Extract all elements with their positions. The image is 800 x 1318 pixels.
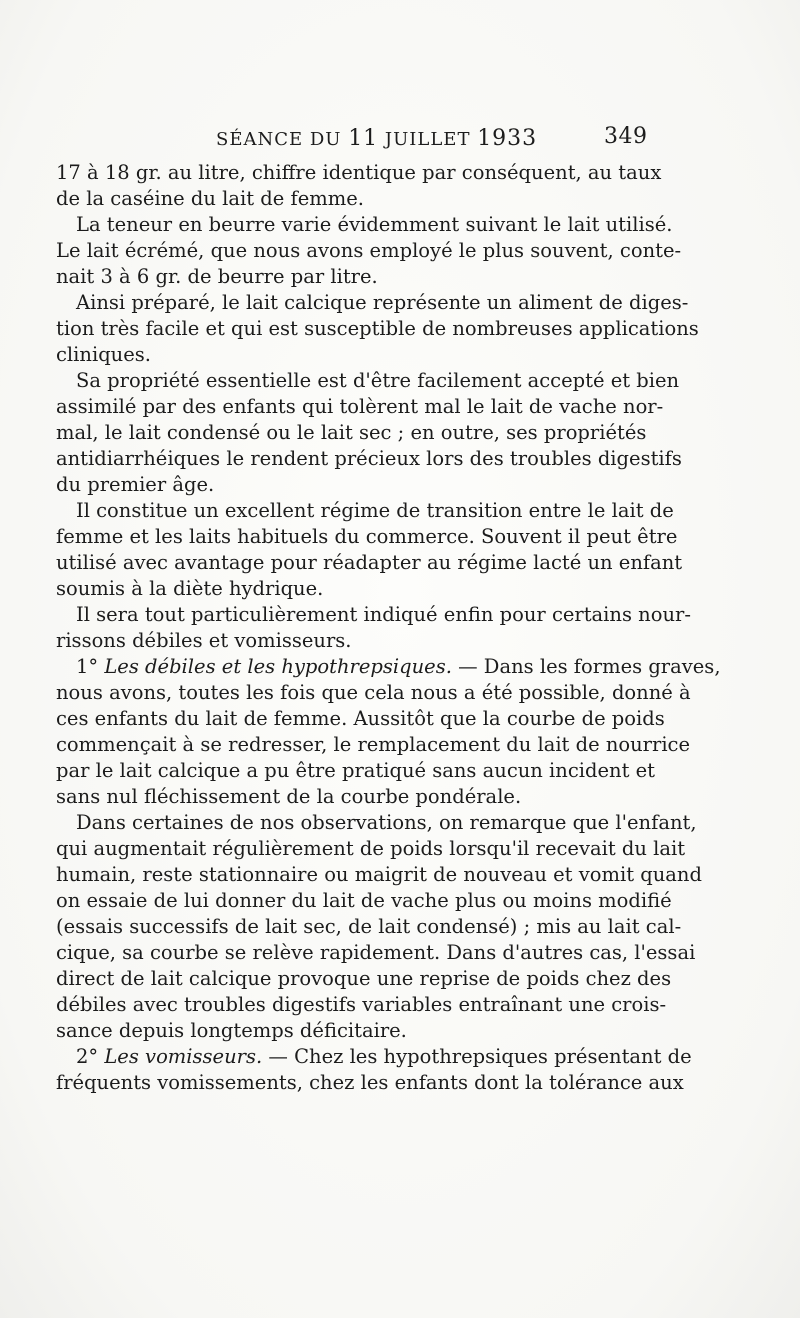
section-heading-italic: Les vomisseurs. [104, 1045, 263, 1068]
line-prefix: 1° [76, 655, 105, 678]
text-line: humain, reste stationnaire ou maigrit de nouveau et vomit quand [56, 863, 702, 886]
line-suffix: — Chez les hypothrepsiques présentant de [262, 1045, 692, 1068]
text-line: fréquents vomissements, chez les enfants dont la tolérance aux [56, 1071, 684, 1094]
text-line: soumis à la diète hydrique. [56, 577, 324, 600]
text-line: Ainsi préparé, le lait calcique représente un aliment de diges- [76, 291, 689, 314]
text-line: mal, le lait condensé ou le lait sec ; en outre, ses propriétés [56, 421, 647, 444]
text-line: nous avons, toutes les fois que cela nous a été possible, donné à [56, 681, 691, 704]
text-line: ces enfants du lait de femme. Aussitôt que la courbe de poids [56, 707, 665, 730]
text-line: utilisé avec avantage pour réadapter au régime lacté un enfant [56, 551, 683, 574]
running-header [56, 124, 648, 156]
text-line: rissons débiles et vomisseurs. [56, 629, 352, 652]
text-line: on essaie de lui donner du lait de vache plus ou moins modifié [56, 889, 672, 912]
text-line: cliniques. [56, 343, 151, 366]
text-line: commençait à se redresser, le remplacement du lait de nourrice [56, 733, 691, 756]
section-heading-italic: Les débiles et les hypothrepsiques. [104, 655, 452, 678]
text-line: femme et les laits habituels du commerce. Souvent il peut être [56, 525, 678, 548]
text-line: antidiarrhéiques le rendent précieux lors des troubles digestifs [56, 447, 682, 470]
running-head [216, 126, 537, 151]
text-line: du premier âge. [56, 473, 215, 496]
text-line: direct de lait calcique provoque une reprise de poids chez des [56, 967, 672, 990]
running-head-day: 11 [348, 126, 379, 151]
text-line: La teneur en beurre varie évidemment suivant le lait utilisé. [76, 213, 673, 236]
text-line: Il constitue un excellent régime de transition entre le lait de [76, 499, 674, 522]
text-line [56, 1044, 692, 1070]
text-line: assimilé par des enfants qui tolèrent mal le lait de vache nor- [56, 395, 664, 418]
running-head-month: JUILLET [378, 129, 478, 150]
line-prefix: 2° [76, 1045, 105, 1068]
text-line: débiles avec troubles digestifs variables entraînant une crois- [56, 993, 667, 1016]
text-line: sance depuis longtemps déficitaire. [56, 1019, 407, 1042]
text-line: Le lait écrémé, que nous avons employé le plus souvent, conte- [56, 239, 682, 262]
text-line: Sa propriété essentielle est d'être facilement accepté et bien [76, 369, 680, 392]
text-line: de la caséine du lait de femme. [56, 187, 364, 210]
text-line: qui augmentait régulièrement de poids lorsqu'il recevait du lait [56, 837, 686, 860]
text-line: Il sera tout particulièrement indiqué enfin pour certains nour- [76, 603, 691, 626]
text-line: Dans certaines de nos observations, on remarque que l'enfant, [76, 811, 697, 834]
running-head-year: 1933 [477, 126, 538, 151]
text-line: 17 à 18 gr. au litre, chiffre identique par conséquent, au taux [56, 161, 662, 184]
text-line: (essais successifs de lait sec, de lait condensé) ; mis au lait cal- [56, 915, 682, 938]
text-line: sans nul fléchissement de la courbe pondérale. [56, 785, 522, 808]
text-line: tion très facile et qui est susceptible de nombreuses applications [56, 317, 699, 340]
page-number: 349 [604, 124, 648, 149]
text-line: par le lait calcique a pu être pratiqué sans aucun incident et [56, 759, 656, 782]
running-head-prefix: SÉANCE DU [216, 129, 349, 150]
line-suffix: — Dans les formes graves, [451, 655, 721, 678]
text-line: cique, sa courbe se relève rapidement. Dans d'autres cas, l'essai [56, 941, 696, 964]
body-text [56, 160, 721, 1096]
text-line [56, 654, 721, 680]
text-line: nait 3 à 6 gr. de beurre par litre. [56, 265, 378, 288]
